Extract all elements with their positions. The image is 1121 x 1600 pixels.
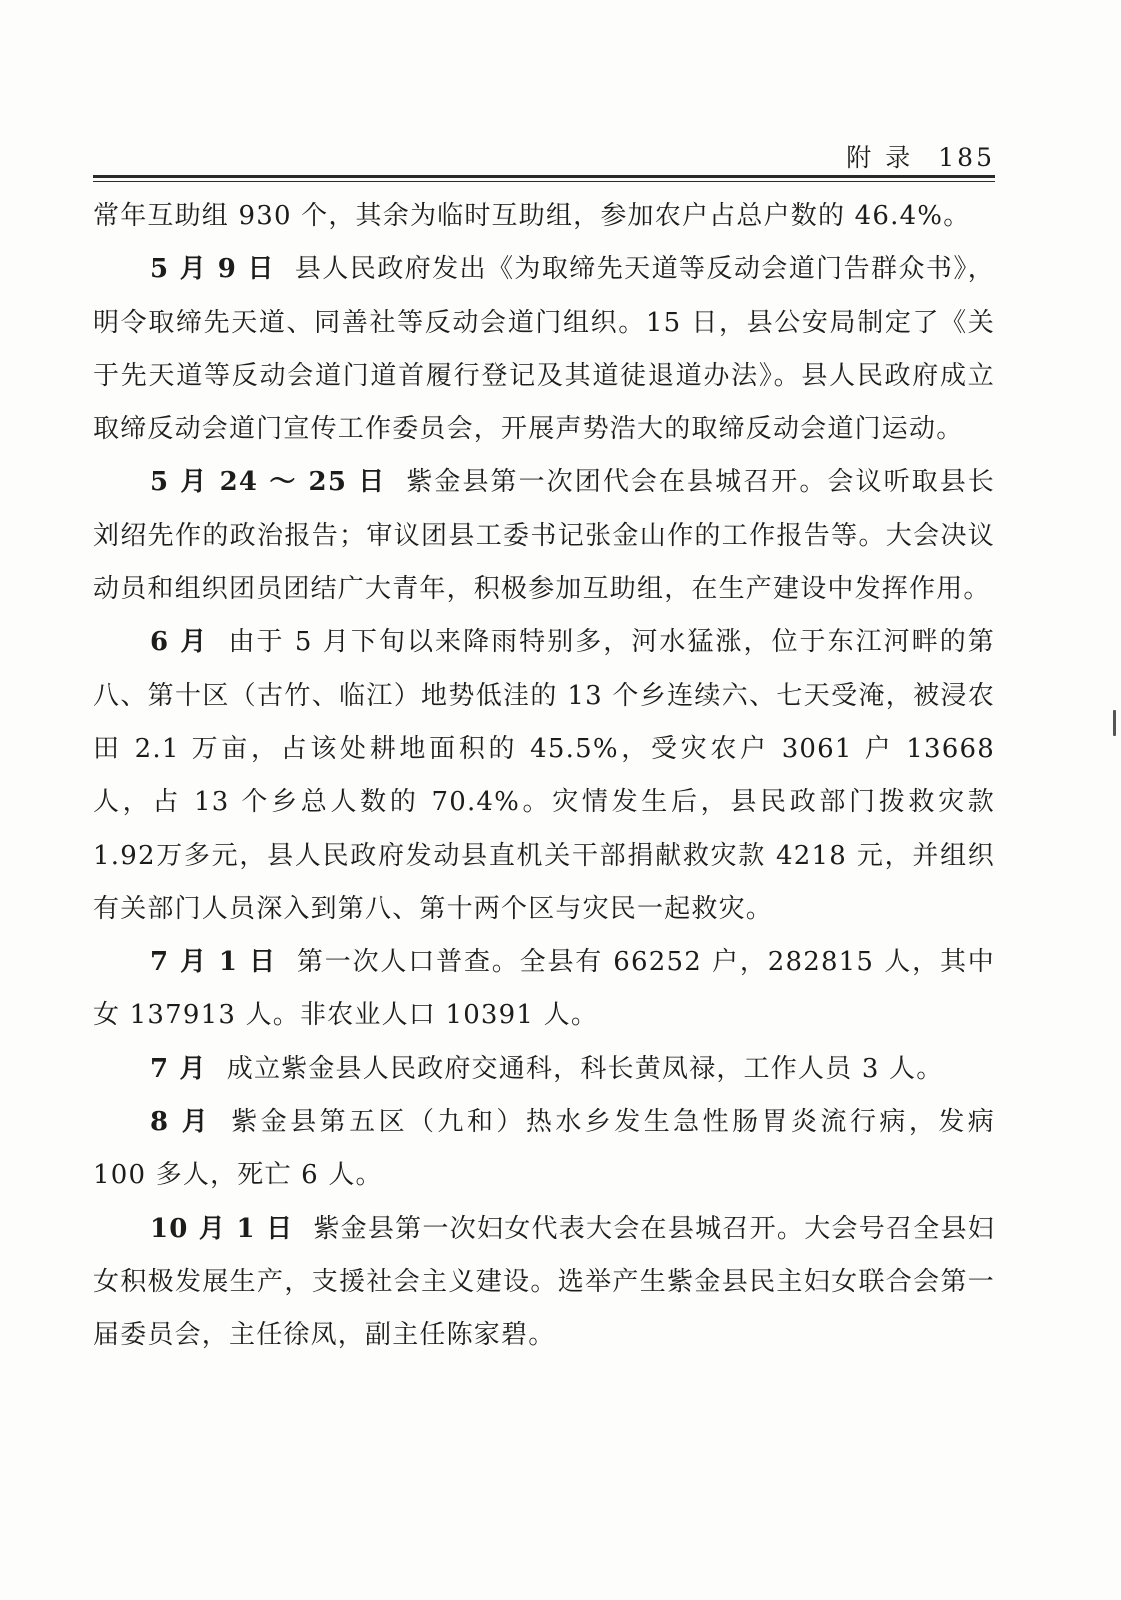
entry-text: 第一次人口普查。全县有 66252 户，282815 人，其中女 137913 人。非农业人口 10391 人。	[93, 947, 995, 1031]
header-rule-thin	[93, 181, 995, 182]
paragraph-continuation	[93, 190, 995, 243]
entry-date: 7 月	[150, 1053, 207, 1084]
entry-text: 紫金县第五区（九和）热水乡发生急性肠胃炎流行病，发病 100 多人，死亡 6 人。	[93, 1107, 995, 1191]
header-text	[846, 138, 995, 174]
entry-text: 由于 5 月下旬以来降雨特别多，河水猛涨，位于东江河畔的第八、第十区（古竹、临江）地势低洼的 13 个乡连续六、七天受淹，被浸农田 2.1 万亩，占该处耕地面积的 45.5%，受灾农户 3061 户 13668 人，占 13 个乡总人数的 70.4%。灾情发生后，县民政部门拨救灾款 1.92万多元，县人民政府发动县直机关干部捐献救灾款 4218 元，并组织有关部门人员深入到第八、第十两个区与灾民一起救灾。	[93, 627, 996, 924]
entry-date: 7 月 1 日	[150, 947, 277, 978]
chronicle-entry	[93, 1096, 995, 1203]
chronicle-entry	[93, 456, 995, 616]
body-text	[93, 190, 995, 1363]
entry-text: 县人民政府发出《为取缔先天道等反动会道门告群众书》，明令取缔先天道、同善社等反动会道门组织。15 日，县公安局制定了《关于先天道等反动会道门道首履行登记及其道徒退道办法》。县人民政府成立取缔反动会道门宣传工作委员会，开展声势浩大的取缔反动会道门运动。	[93, 254, 995, 445]
entry-text: 成立紫金县人民政府交通科，科长黄凤禄，工作人员 3 人。	[226, 1053, 944, 1084]
page-number: 185	[938, 143, 995, 172]
chronicle-entry	[93, 616, 995, 936]
header-section-title: 附录	[846, 143, 925, 172]
header-rule-thick	[93, 175, 995, 178]
running-header	[93, 138, 995, 172]
entry-date: 10 月 1 日	[150, 1213, 294, 1244]
chronicle-entry	[93, 1203, 995, 1363]
chronicle-entry	[93, 243, 995, 456]
scan-edge-mark	[1113, 710, 1116, 736]
entry-text: 紫金县第一次团代会在县城召开。会议听取县长刘绍先作的政治报告；审议团县工委书记张金山作的工作报告等。大会决议动员和组织团员团结广大青年，积极参加互助组，在生产建设中发挥作用。	[93, 467, 995, 605]
entry-date: 5 月 9 日	[150, 254, 275, 285]
entry-text: 紫金县第一次妇女代表大会在县城召开。大会号召全县妇女积极发展生产，支援社会主义建设。选举产生紫金县民主妇女联合会第一届委员会，主任徐凤，副主任陈家碧。	[93, 1213, 995, 1351]
entry-date: 8 月	[150, 1107, 212, 1138]
entry-date: 5 月 24 ～ 25 日	[150, 467, 387, 498]
entry-text: 常年互助组 930 个，其余为临时互助组，参加农户占总户数的 46.4%。	[93, 201, 971, 231]
entry-date: 6 月	[150, 627, 209, 658]
chronicle-entry	[93, 1043, 995, 1096]
chronicle-entry	[93, 936, 995, 1043]
